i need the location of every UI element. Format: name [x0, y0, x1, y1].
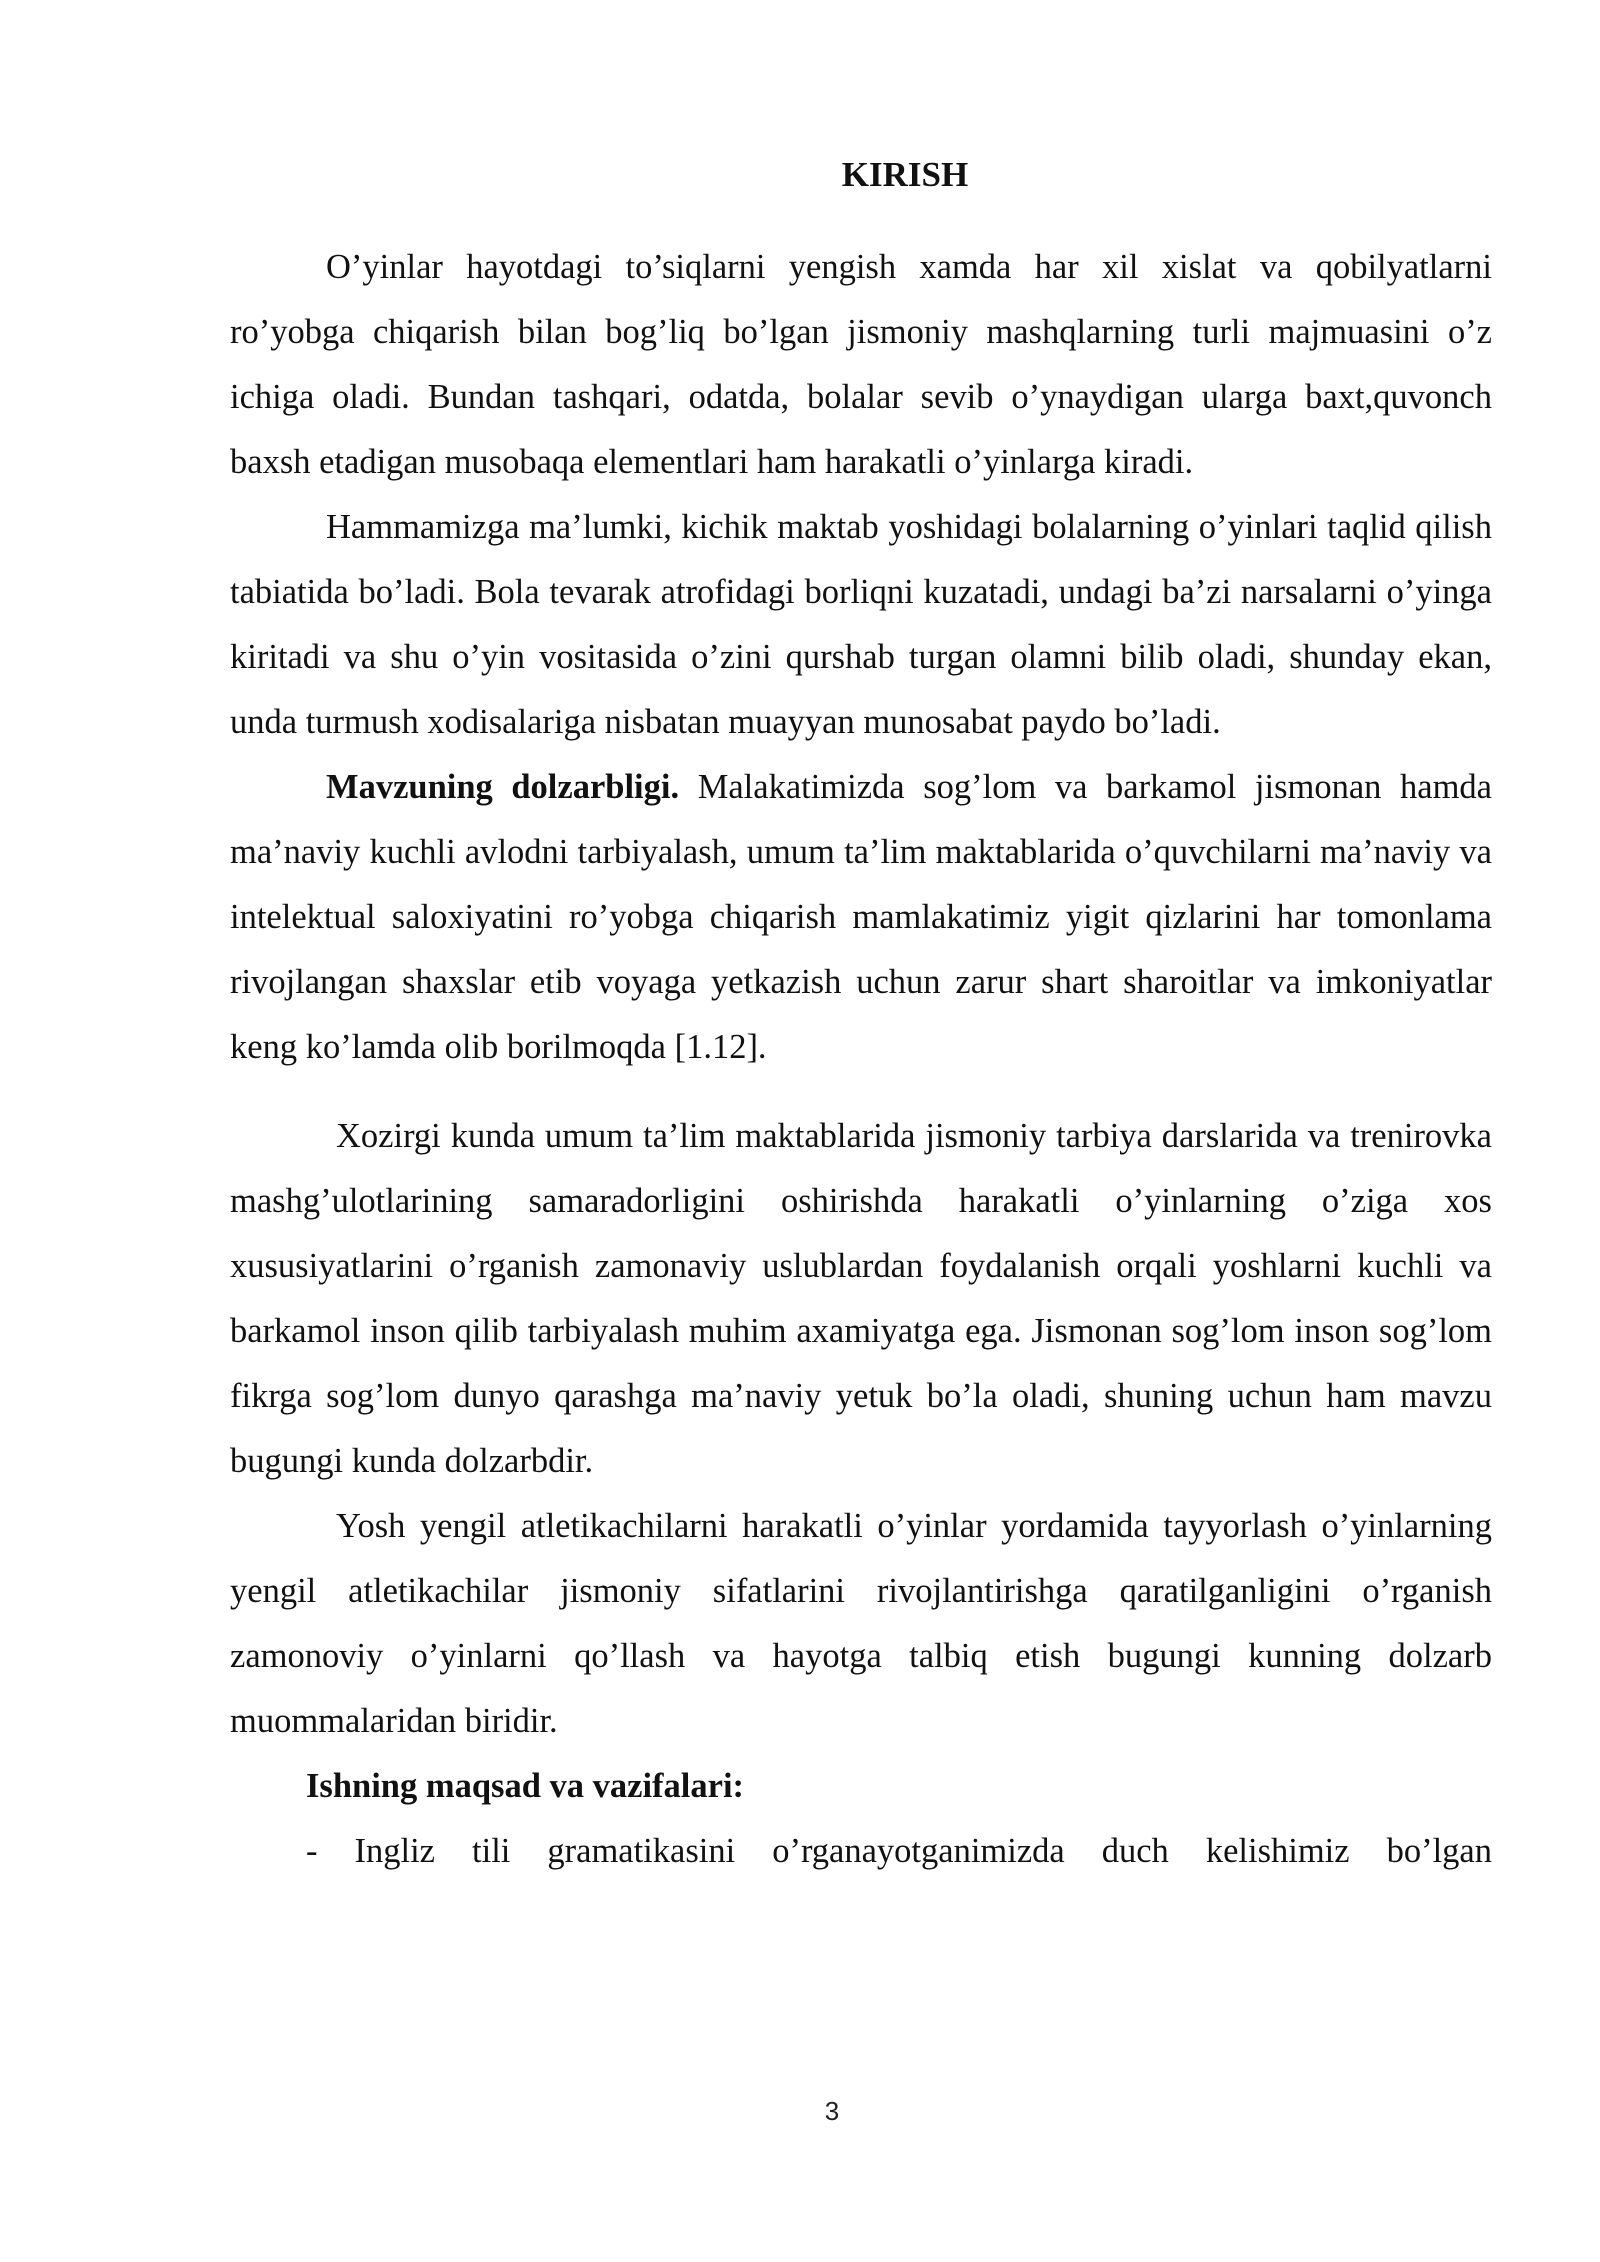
relevance-text: Malakatimizda sog’lom va barkamol jismonan hamda ma’naviy kuchli avlodni tarbiyalash, umum ta’lim maktablarida o’quvchilarni ma’naviy va intelektual saloxiyatini ro’yobga chiqarish mamlakatimiz yigit qizlarini har tomonlama rivojlangan shaxslar etib voyaga yetkazish uchun zarur shart sharoitlar va imkoniyatlar keng ko’lamda olib borilmoqda [1.12].: [230, 768, 1492, 1066]
goals-heading: Ishning maqsad va vazifalari:: [306, 1767, 745, 1805]
goals-list-item: - Ingliz tili gramatikasini o’rganayotganimizda duch kelishimiz bo’lgan: [306, 1832, 1492, 1870]
paragraph-games: Hammamizga ma’lumki, kichik maktab yoshidagi bolalarning o’yinlari taqlid qilish tabiatida bo’ladi. Bola tevarak atrofidagi borliqni kuzatadi, undagi ba’zi narsalarni o’yinga kiritadi va shu o’yin vositasida o’zini qurshab turgan olamni bilib oladi, shunday ekan, unda turmush xodisalariga nisbatan muayyan munosabat paydo bo’ladi.: [230, 508, 1492, 741]
paragraph-gap: [230, 1080, 1492, 1104]
section-heading: KIRISH: [841, 155, 969, 194]
paragraph-intro: O’yinlar hayotdagi to’siqlarni yengish xamda har xil xislat va qobilyatlarni ro’yobga chiqarish bilan bog’liq bo’lgan jismoniy mashqlarning turli majmuasini o’z ichiga oladi. Bundan tashqari, odatda, bolalar sevib o’ynaydigan ularga baxt,quvonch baxsh etadigan musobaqa elementlari ham harakatli o’yinlarga kiradi.: [230, 248, 1492, 481]
page-number: 3: [824, 2096, 840, 2126]
paragraph-athletes: Yosh yengil atletikachilarni harakatli o’yinlar yordamida tayyorlash o’yinlarning yengil atletikachilar jismoniy sifatlarini rivojlantirishga qaratilganligini o’rganish zamonoviy o’yinlarni qo’llash va hayotga talbiq etish bugungi kunning dolzarb muommalaridan biridir.: [230, 1507, 1492, 1740]
body-text: [230, 235, 1492, 1884]
paragraph-relevance: [230, 755, 1492, 1080]
relevance-label: Mavzuning dolzarbligi.: [326, 768, 680, 806]
paragraph-current: Xozirgi kunda umum ta’lim maktablarida jismoniy tarbiya darslarida va trenirovka mashg’ulotlarining samaradorligini oshirishda harakatli o’yinlarning o’ziga xos xususiyatlarini o’rganish zamonaviy uslublardan foydalanish orqali yoshlarni kuchli va barkamol inson qilib tarbiyalash muhim axamiyatga ega. Jismonan sog’lom inson sog’lom fikrga sog’lom dunyo qarashga ma’naviy yetuk bo’la oladi, shuning uchun ham mavzu bugungi kunda dolzarbdir.: [230, 1117, 1492, 1480]
